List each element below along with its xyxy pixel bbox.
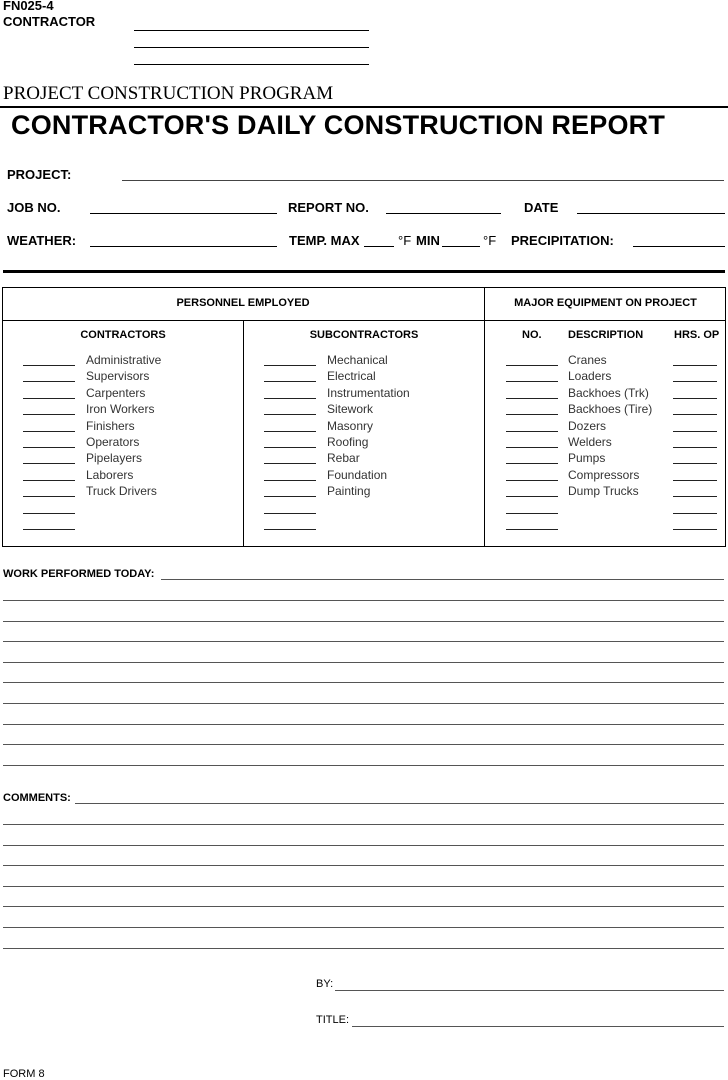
subcontractor-count-field[interactable] bbox=[264, 381, 316, 382]
contractor-type: Finishers bbox=[86, 418, 135, 433]
contractor-count-field[interactable] bbox=[23, 496, 75, 497]
work-line[interactable] bbox=[3, 682, 724, 683]
equipment-hrs-field[interactable] bbox=[673, 398, 717, 399]
equipment-description: Dozers bbox=[568, 418, 607, 433]
contractor-line-2[interactable] bbox=[134, 47, 369, 48]
work-line[interactable] bbox=[3, 765, 724, 766]
contractor-type: Pipelayers bbox=[86, 451, 143, 466]
equipment-hrs-field[interactable] bbox=[673, 381, 717, 382]
report-no-field[interactable] bbox=[386, 213, 501, 214]
subcontractor-type: Painting bbox=[327, 484, 371, 499]
equipment-no-field[interactable] bbox=[506, 365, 558, 366]
equipment-hrs-heading: HRS. OP bbox=[674, 329, 720, 341]
equipment-description: Dump Trucks bbox=[568, 484, 639, 499]
equipment-description: Welders bbox=[568, 435, 612, 449]
contractor-count-field[interactable] bbox=[23, 463, 75, 464]
temp-max-label: TEMP. MAX bbox=[289, 233, 360, 248]
equipment-no-field[interactable] bbox=[506, 414, 558, 415]
subcontractor-type: Foundation bbox=[327, 467, 388, 482]
equipment-no-field[interactable] bbox=[506, 529, 558, 530]
subcontractor-count-field[interactable] bbox=[264, 529, 316, 530]
equipment-hrs-field[interactable] bbox=[673, 480, 717, 481]
report-title: CONTRACTOR'S DAILY CONSTRUCTION REPORT bbox=[11, 110, 666, 140]
by-field[interactable] bbox=[335, 990, 724, 991]
equipment-description: Backhoes (Tire) bbox=[568, 402, 653, 417]
equipment-no-field[interactable] bbox=[506, 463, 558, 464]
contractor-count-field[interactable] bbox=[23, 447, 75, 448]
contractor-line-1[interactable] bbox=[134, 30, 369, 31]
comment-line[interactable] bbox=[3, 906, 724, 907]
comment-line[interactable] bbox=[3, 886, 724, 887]
equipment-hrs-field[interactable] bbox=[673, 513, 717, 514]
subcontractor-count-field[interactable] bbox=[264, 431, 316, 432]
subcontractor-count-field[interactable] bbox=[264, 447, 316, 448]
equipment-description: Backhoes (Trk) bbox=[568, 385, 649, 400]
contractor-label: CONTRACTOR bbox=[3, 14, 96, 29]
precipitation-field[interactable] bbox=[633, 246, 725, 247]
work-line[interactable] bbox=[3, 703, 724, 704]
equipment-no-field[interactable] bbox=[506, 431, 558, 432]
comments-label: COMMENTS: bbox=[3, 792, 71, 804]
equipment-no-heading: NO. bbox=[522, 329, 542, 341]
table-header-rule bbox=[2, 320, 726, 321]
equipment-hrs-field[interactable] bbox=[673, 447, 717, 448]
title-field[interactable] bbox=[352, 1026, 724, 1027]
equipment-heading: MAJOR EQUIPMENT ON PROJECT bbox=[514, 297, 697, 309]
personnel-heading: PERSONNEL EMPLOYED bbox=[176, 297, 310, 309]
title-label: TITLE: bbox=[316, 1014, 350, 1026]
comments-line-0[interactable] bbox=[75, 803, 724, 804]
contractor-type: Carpenters bbox=[86, 385, 146, 400]
contractor-count-field[interactable] bbox=[23, 414, 75, 415]
subcontractor-type: Rebar bbox=[327, 451, 360, 466]
equipment-no-field[interactable] bbox=[506, 398, 558, 399]
temp-min-field[interactable] bbox=[442, 246, 480, 247]
comment-line[interactable] bbox=[3, 865, 724, 866]
section-rule bbox=[3, 270, 725, 273]
comment-line[interactable] bbox=[3, 845, 724, 846]
contractor-count-field[interactable] bbox=[23, 480, 75, 481]
equipment-description-heading: DESCRIPTION bbox=[568, 329, 644, 341]
subcontractor-count-field[interactable] bbox=[264, 496, 316, 497]
subcontractor-count-field[interactable] bbox=[264, 365, 316, 366]
equipment-description: Pumps bbox=[568, 451, 606, 466]
equipment-no-field[interactable] bbox=[506, 513, 558, 514]
contractor-type: Iron Workers bbox=[86, 402, 155, 417]
work-line[interactable] bbox=[3, 600, 724, 601]
work-line[interactable] bbox=[3, 744, 724, 745]
deg-f-2: °F bbox=[483, 233, 497, 248]
contractor-type: Supervisors bbox=[86, 369, 150, 384]
contractor-count-field[interactable] bbox=[23, 365, 75, 366]
equipment-no-field[interactable] bbox=[506, 447, 558, 448]
by-label: BY: bbox=[316, 978, 334, 990]
job-no-label: JOB NO. bbox=[7, 200, 61, 215]
equipment-hrs-field[interactable] bbox=[673, 529, 717, 530]
subcontractor-type: Masonry bbox=[327, 418, 374, 433]
header-rule bbox=[0, 106, 728, 108]
date-field[interactable] bbox=[577, 213, 725, 214]
equipment-hrs-field[interactable] bbox=[673, 414, 717, 415]
deg-f-1: °F bbox=[398, 233, 412, 248]
subcontractors-heading: SUBCONTRACTORS bbox=[309, 329, 419, 341]
equipment-description: Cranes bbox=[568, 353, 607, 367]
contractor-type: Operators bbox=[86, 435, 140, 449]
subcontractor-count-field[interactable] bbox=[264, 414, 316, 415]
precipitation-label: PRECIPITATION: bbox=[511, 233, 614, 248]
work-line[interactable] bbox=[3, 621, 724, 622]
project-label: PROJECT: bbox=[7, 167, 72, 182]
equipment-no-field[interactable] bbox=[506, 496, 558, 497]
project-field[interactable] bbox=[122, 180, 724, 181]
work-line[interactable] bbox=[3, 724, 724, 725]
form-number: FORM 8 bbox=[3, 1068, 45, 1080]
weather-field[interactable] bbox=[90, 246, 277, 247]
equipment-hrs-field[interactable] bbox=[673, 463, 717, 464]
subcontractor-count-field[interactable] bbox=[264, 513, 316, 514]
equipment-hrs-field[interactable] bbox=[673, 431, 717, 432]
subcontractor-count-field[interactable] bbox=[264, 398, 316, 399]
contractor-count-field[interactable] bbox=[23, 513, 75, 514]
equipment-description: Loaders bbox=[568, 369, 612, 384]
contractor-count-field[interactable] bbox=[23, 381, 75, 382]
form-code: FN025-4 bbox=[3, 0, 54, 13]
subcontractor-type: Roofing bbox=[327, 435, 369, 449]
contractor-count-field[interactable] bbox=[23, 529, 75, 530]
comment-line[interactable] bbox=[3, 948, 724, 949]
comment-line[interactable] bbox=[3, 824, 724, 825]
subcontractor-type: Mechanical bbox=[327, 353, 388, 367]
subcontractor-type: Instrumentation bbox=[327, 385, 410, 400]
contractor-type: Administrative bbox=[86, 353, 162, 367]
contractor-type: Truck Drivers bbox=[86, 484, 157, 499]
temp-max-field[interactable] bbox=[364, 246, 394, 247]
contractor-count-field[interactable] bbox=[23, 398, 75, 399]
comment-line[interactable] bbox=[3, 927, 724, 928]
contractor-type: Laborers bbox=[86, 467, 134, 482]
work-line[interactable] bbox=[3, 641, 724, 642]
work-line[interactable] bbox=[3, 662, 724, 663]
contractor-count-field[interactable] bbox=[23, 431, 75, 432]
contractor-line-3[interactable] bbox=[134, 64, 369, 65]
report-no-label: REPORT NO. bbox=[288, 200, 369, 215]
subcontractor-type: Sitework bbox=[327, 402, 374, 417]
temp-min-label: MIN bbox=[416, 233, 440, 248]
subcontractor-type: Electrical bbox=[327, 369, 376, 384]
job-no-field[interactable] bbox=[90, 213, 277, 214]
equipment-description: Compressors bbox=[568, 467, 640, 482]
subcontractor-count-field[interactable] bbox=[264, 480, 316, 481]
equipment-no-field[interactable] bbox=[506, 480, 558, 481]
work-line-0[interactable] bbox=[161, 579, 724, 580]
table-divider-1 bbox=[243, 320, 244, 546]
equipment-hrs-field[interactable] bbox=[673, 496, 717, 497]
equipment-hrs-field[interactable] bbox=[673, 365, 717, 366]
subcontractor-count-field[interactable] bbox=[264, 463, 316, 464]
date-label: DATE bbox=[524, 200, 559, 215]
contractors-heading: CONTRACTORS bbox=[80, 329, 166, 341]
program-title: PROJECT CONSTRUCTION PROGRAM bbox=[3, 83, 334, 104]
work-performed-label: WORK PERFORMED TODAY: bbox=[3, 568, 155, 580]
personnel-equipment-table bbox=[2, 287, 726, 547]
equipment-no-field[interactable] bbox=[506, 381, 558, 382]
weather-label: WEATHER: bbox=[7, 233, 77, 248]
table-divider-2 bbox=[484, 287, 485, 546]
